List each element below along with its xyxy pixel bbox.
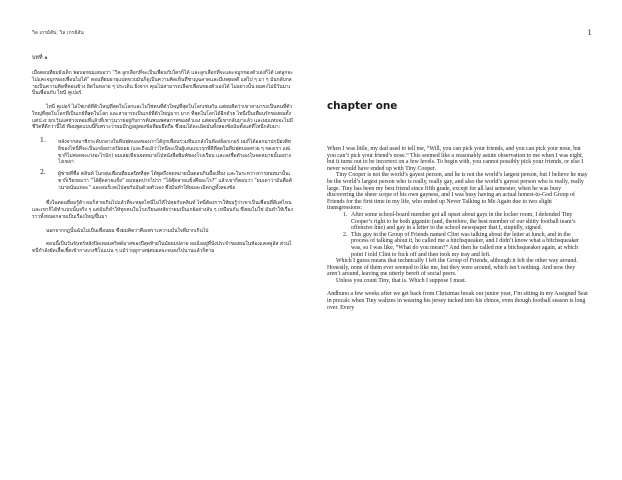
paragraph: ซึ่งในตอนที่ผมรู้ตัว ผมก็สายเกินไปแล้วที่จะหยุดไทนี่ไม่ให้ไปคุยกับคลินท์ ไทนี่ต้องการให้ผมรู้ว่าเขาเป็นเพื่อนที่ดีแค่ไหน และเขาก็ได้ทำแบบนั้นจริง ๆ แต่มันก็ทำให้ทุกคนในโรงเรียนสงสัยว่าผมเป็นเกย์อย่างลับ ๆ เหมือนกัน ซึ่งผมไม่ใช่ มันทำให้เรื่องราวทั้งหมดกลายเป็นเรื่องใหญ่ขึ้นมา xyxy=(32,200,293,220)
paragraph: Andbuno a few weeks after we get back from Christmas break our junior year, I’m sitting in my Assigned Seat in precalc when Tiny waltzes in wearing his jersey tucked into his chinos, even though football season is long over. Every xyxy=(327,291,588,311)
list-item-text: หลังจากสมาชิกระดับกลางในทีมฟุตบอลของเราได้ถูกเพื่อนร่วมทีมแกล้งในห้องล็อกเกอร์ ผมก็ได้ออกมาปกป้องสิทธิของไทนี่ที่จะเป็นเกย์อย่างเปิดเผย (และถึงแม้ว่าไทนี่จะเป็นผู้เล่นแนวรุกที่ดีที่สุดในทีมฟุตบอลห่วย ๆ ของเรา แต่เขาก็ไม่ค่อยจะเก่งอะไรนัก) ผมเลยเขียนจดหมายไปหนังสือพิมพ์ของโรงเรียน และลงชื่อตัวเองในจดหมายนั้นอย่างโง่เขลา xyxy=(58,139,292,166)
numbered-list xyxy=(327,212,588,258)
paragraph: ไทนี่ คูเปอร์ ไม่ใช่เกย์ที่ตัวใหญ่ที่สุดในโลกและไม่ใช่คนที่ตัวใหญ่ที่สุดในโลกเช่นกัน แต่ผมคิดว่าเขาสามารถเป็นคนที่ตัวใหญ่ที่สุดในโลกที่เป็นเกย์ที่สุดในโลก และสามารถเป็นเกย์ที่ตัวใหญ่มาก มาก ที่สุดในโลกได้อีกด้วย ไทนี่เป็นเพื่อนรักของผมตั้งแต่ป.๕ ยกเว้นแค่ช่วงเทอมที่แล้วที่เขาวุ่นวายอยู่กับการค้นพบเพศสภาพของตัวเอง แต่ตอนนี้เขากลับมาแล้ว และผมแทบจะไม่มีชีวิตที่ดีกว่านี้ได้ ที่ผมพูดแบบนี้ก็เพราะว่าผมมีกฎอยู่สองข้อที่ผมยึดถือ ซึ่งผมได้ละเมิดมันทั้งสองข้อนับตั้งแต่ที่ไทนี่กลับมา: xyxy=(32,104,293,131)
numbered-list xyxy=(32,139,293,191)
paragraph: นอกจากกฎนั้นฉันไม่เป็นเพื่อนผม ซึ่งผมคิดว่าคือเพราะความมั่นใจที่มากเกินไป xyxy=(46,227,209,234)
page-number: 1 xyxy=(587,29,592,37)
running-head: วิล เกรย์สัน, วิล เกรย์สัน xyxy=(32,30,84,36)
list-item-text: After some school-board member got all upset about gays in the locker room, I defended Tiny Cooper’s right to be both gigantic (and, therefore, the best member of our shitty football team’s offensive line) and gay in a letter to the school newspaper that I, stupidly, signed. xyxy=(351,211,576,232)
chapter-label: บทที่ ๑ xyxy=(32,55,48,61)
list-item xyxy=(343,231,588,258)
right-page xyxy=(311,0,622,480)
chapter-title: chapter one xyxy=(327,100,398,112)
list-number: 1. xyxy=(40,137,46,144)
list-item-text: ผู้ชายที่ชื่อ คลินท์ ในกลุ่มเพื่อนที่ผมสนิทที่สุด ได้พูดถึงจดหมายนั้นตอนกินมื้อเที่ยง และในระหว่างการสนทนานั้นเขาก็เรียกผมว่า “ไอ้ตุ๊ดสายแข็ง” ผมหลุดปากไปว่า “ไอ้ตุ๊ดสายแข็งคืออะไร?” แล้วเขาก็ตอบว่า “ผมเดาว่ามันคือตัวนายนั่นแหละ” และผมก็เลยไปลุยกับมันด้วยตัวเอง ซึ่งมันทำให้ผมละเมิดกฎทั้งสองข้อ xyxy=(58,171,292,191)
paragraph: ตอนนี้เป็นวันจันทร์หลังปิดเทอมคริสต์มาสของปีสุดท้ายในมัธยมปลาย ผมนั่งอยู่ที่นั่งประจำของผมในห้องแคลคูลัส ส่วนไทนี่กำลังยัดเสื้อเชิ้ตเข้ากางเกงชิโน่แน่น ๆ แม้ว่าฤดูกาลฟุตบอลจะจบลงไปนานแล้วก็ตาม xyxy=(32,241,292,254)
list-number: 1. xyxy=(343,211,348,218)
paragraph: Tiny Cooper is not the world’s gayest person, and he is not the world’s largest person, but I believe he may be the world’s largest person who is really, really gay, and also the world’s gayest person who is really, really large. Tiny has been my best friend since fifth grade, except for all last semester, when he was busy discovering the sheer scope of his own gayness, and I was busy having an actual honest-to-God Group of Friends for the first time in my life, who ended up Never Talking to Me Again due to two slight transgressions: xyxy=(327,172,588,212)
list-item-text: This guy in the Group of Friends named Clint was talking about the letter at lunch, and in the process of talking about it, he called me a bitchsqueaker, and I didn’t know what a bitchsqueaker was, so I was like, “What do you mean?” And then he called me a bitchsqueaker again, at which point I told Clint to fuck off and then took my tray and left. xyxy=(351,231,580,258)
list-number: 2. xyxy=(343,231,348,238)
list-number: 2. xyxy=(40,169,46,176)
paragraph: Unless you count Tiny, that is. Which I suppose I must. xyxy=(336,277,467,284)
list-item xyxy=(32,171,293,191)
paragraph: When I was little, my dad used to tell me, “Will, you can pick your friends, and you can pick your nose, but you can’t pick your friend’s nose.” This seemed like a reasonably astute observation to me when I was eight, but it turns out to be incorrect on a few levels. To begin with, you cannot possibly pick your friends, or else I never would have ended up with Tiny Cooper. xyxy=(327,146,584,172)
paragraph: Which I guess means that technically I left the Group of Friends, although it felt the other way around. Honestly, none of them ever seemed to like me, but they were around, which isn’t nothing. And now they aren’t around, leaving me utterly bereft of social peers. xyxy=(327,258,578,278)
paragraph: เมื่อตอนที่ผมยังเด็ก พ่อบอกผมเสมอว่า “วิล ลูกเลือกที่จะเป็นเพื่อนกับใครก็ได้ และลูกเลือกที่จะแคะจมูกของตัวเองก็ได้ แต่ลูกจะไปแคะจมูกของเพื่อนไม่ได้” ตอนที่ผมอายุแปดขวบมันก็ดูเป็นความคิดเห็นที่ชาญฉลาดและมีเหตุผลดี แต่ไป ๆ มา ๆ มันกลับกลายเป็นความคิดที่ค่อนข้าง ผิดในหลาย ๆ ประเด็น ยิ่งจาก คุณไม่สามารถเลือกเพื่อนของตัวเองได้ ไม่อย่างนั้น ผมคงไม่มีวันมาเป็นเพื่อนกับ ไทนี่ คูเปอร์ xyxy=(32,70,293,97)
list-item xyxy=(343,211,588,232)
list-item xyxy=(32,139,293,166)
